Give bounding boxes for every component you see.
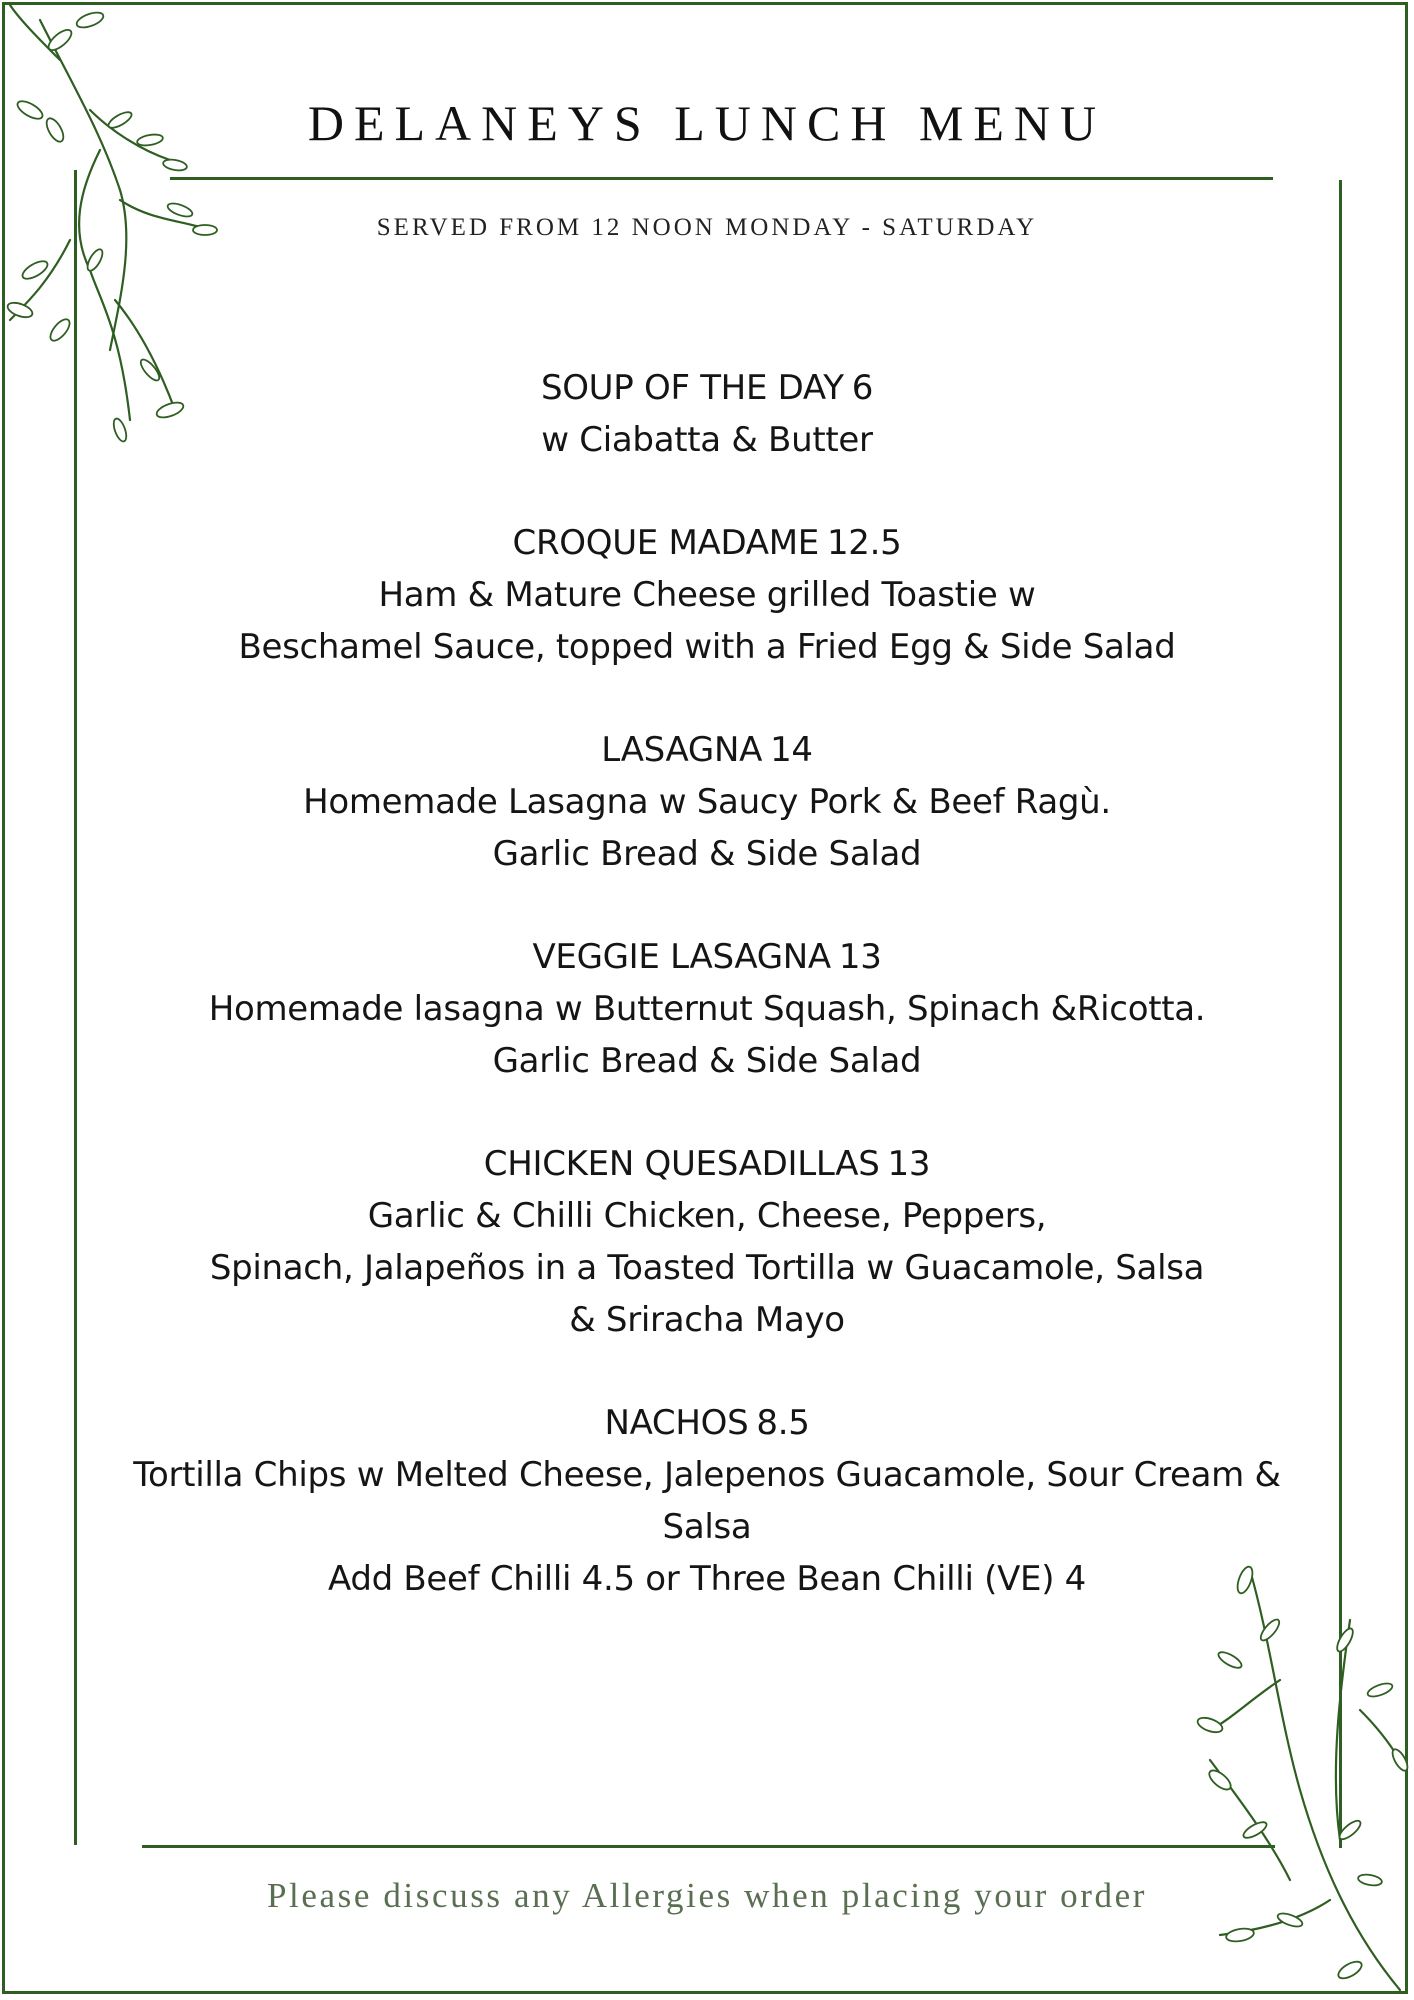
- menu-title: DELANEYS LUNCH MENU: [307, 95, 1107, 151]
- menu-item-price: 6: [851, 368, 874, 408]
- menu-item-name: SOUP OF THE DAY: [540, 368, 844, 408]
- menu-item-name: CHICKEN QUESADILLAS: [483, 1144, 880, 1184]
- menu-item-price: 13: [838, 937, 882, 977]
- menu-subtitle: SERVED FROM 12 NOON MONDAY - SATURDAY: [376, 214, 1038, 241]
- menu-item-price: 12.5: [826, 523, 902, 563]
- menu-item-description: Tortilla Chips w Melted Cheese, Jalepenos Guacamole, Sour Cream &: [133, 1455, 1281, 1495]
- menu-item-description: Salsa: [662, 1507, 752, 1547]
- menu-item: [110, 1397, 1304, 1605]
- menu-item-description: Homemade Lasagna w Saucy Pork & Beef Ragù.: [303, 782, 1111, 822]
- menu-item-description: Spinach, Jalapeños in a Toasted Tortilla w Guacamole, Salsa: [209, 1248, 1205, 1288]
- menu-list: [110, 362, 1304, 1656]
- menu-item-price: 8.5: [756, 1403, 810, 1443]
- menu-item: [110, 517, 1304, 673]
- menu-item: [110, 1138, 1304, 1346]
- menu-item-description: w Ciabatta & Butter: [541, 420, 873, 460]
- allergy-notice: Please discuss any Allergies when placing your order: [266, 1876, 1148, 1915]
- menu-item-description: Beschamel Sauce, topped with a Fried Egg & Side Salad: [238, 627, 1176, 667]
- menu-item: [110, 724, 1304, 880]
- frame-rule-top: [170, 177, 1273, 180]
- menu-item-price: 13: [887, 1144, 931, 1184]
- menu-item-description: Add Beef Chilli 4.5 or Three Bean Chilli (VE) 4: [327, 1559, 1087, 1599]
- menu-item-description: Ham & Mature Cheese grilled Toastie w: [378, 575, 1036, 615]
- menu-item-description: Garlic Bread & Side Salad: [492, 834, 922, 874]
- menu-item-description: & Sriracha Mayo: [569, 1300, 845, 1340]
- menu-item-description: Garlic & Chilli Chicken, Cheese, Peppers,: [367, 1196, 1047, 1236]
- menu-item-description: Homemade lasagna w Butternut Squash, Spinach &Ricotta.: [208, 989, 1206, 1029]
- menu-item-description: Garlic Bread & Side Salad: [492, 1041, 922, 1081]
- menu-item: [110, 362, 1304, 466]
- menu-item-name: LASAGNA: [601, 730, 763, 770]
- menu-item-price: 14: [770, 730, 813, 770]
- menu-item-name: CROQUE MADAME: [512, 523, 819, 563]
- menu-item-name: NACHOS: [604, 1403, 749, 1443]
- frame-rule-bottom: [142, 1845, 1275, 1848]
- menu-item-name: VEGGIE LASAGNA: [532, 937, 831, 977]
- menu-item: [110, 931, 1304, 1087]
